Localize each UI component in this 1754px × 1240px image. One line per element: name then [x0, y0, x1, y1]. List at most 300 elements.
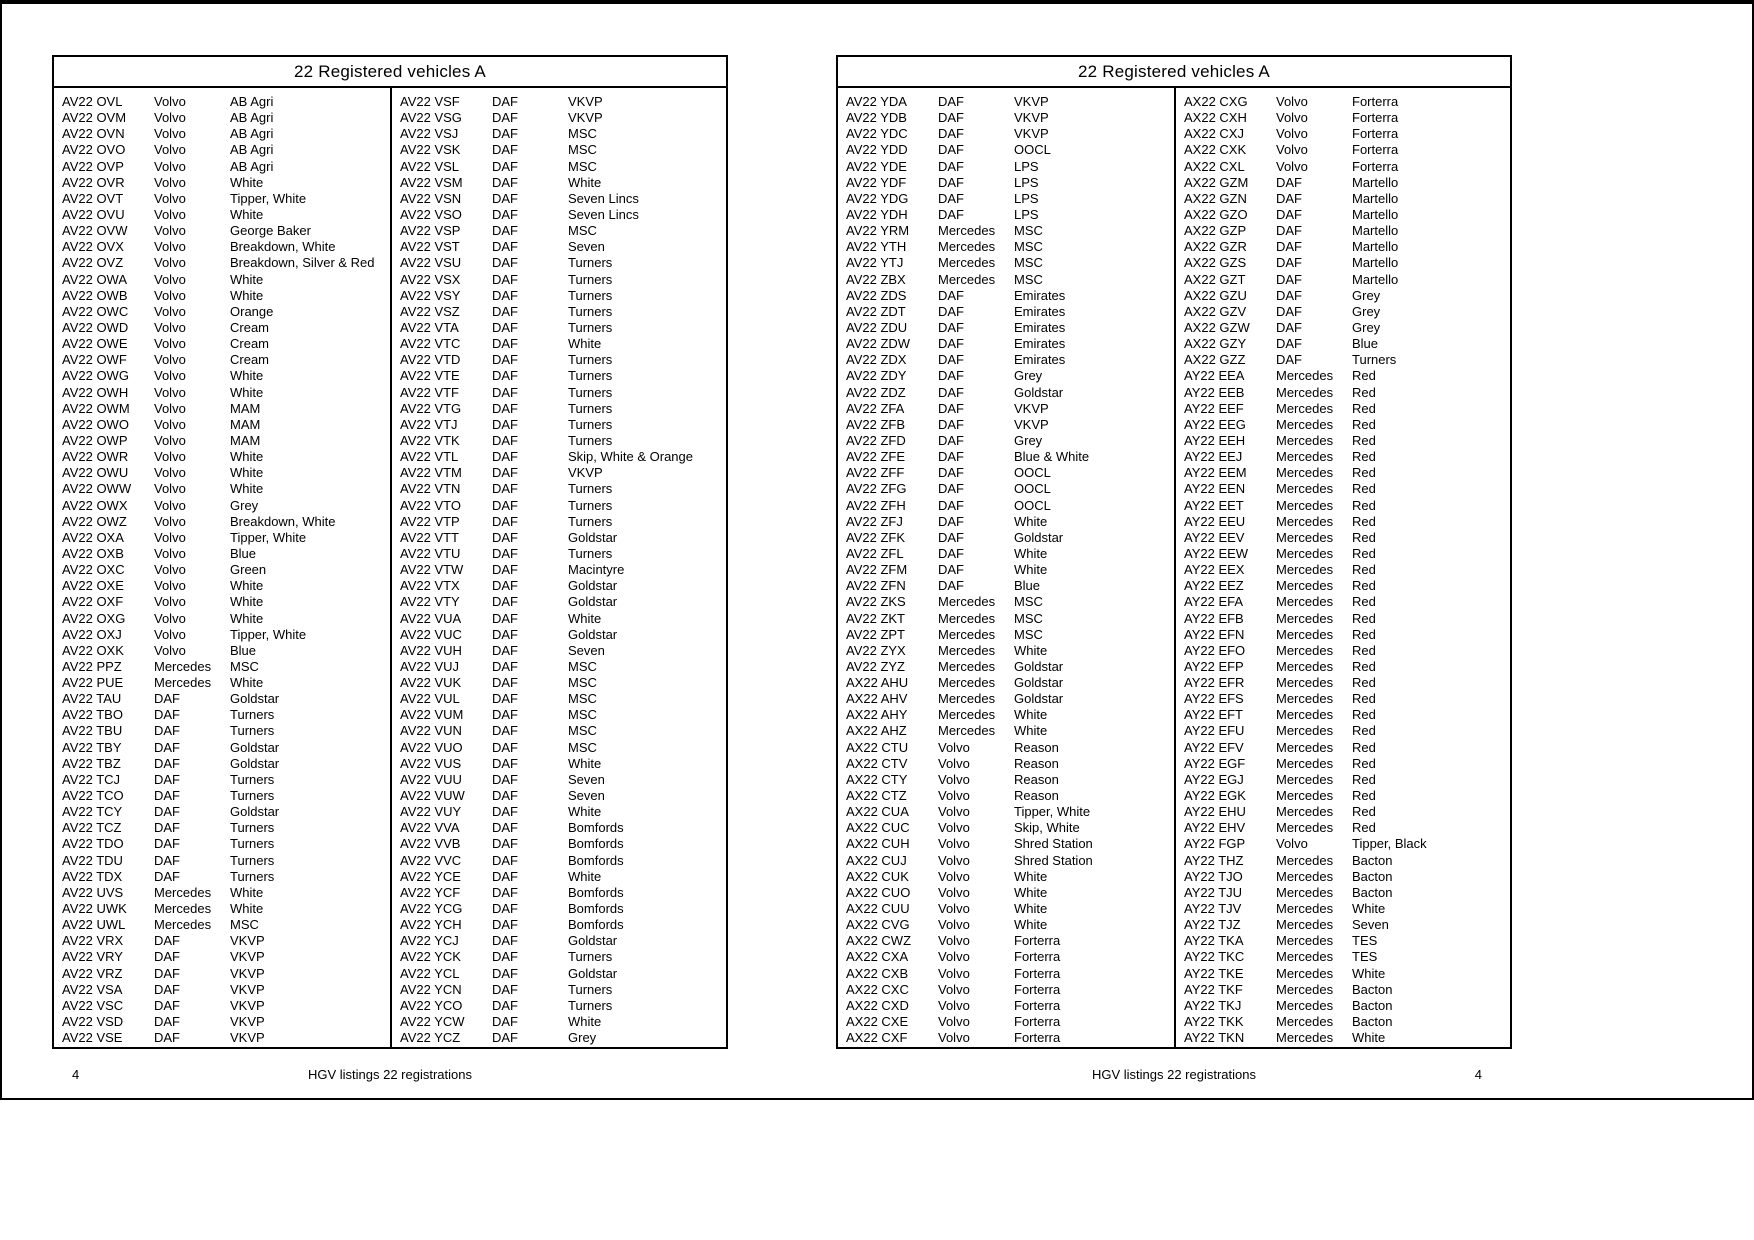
- table-row: [400, 707, 726, 723]
- registration-cell: AV22 ZPT: [846, 626, 906, 642]
- livery-cell: Tipper, White: [230, 626, 307, 642]
- livery-cell: VKVP: [568, 465, 603, 481]
- make-cell: Volvo: [154, 271, 186, 287]
- make-cell: Volvo: [1276, 110, 1308, 126]
- livery-cell: Red: [1352, 400, 1376, 416]
- livery-cell: Red: [1352, 658, 1376, 674]
- make-cell: DAF: [938, 578, 964, 594]
- livery-cell: White: [1352, 901, 1386, 917]
- livery-cell: Turners: [230, 852, 275, 868]
- registration-cell: AY22 EGJ: [1184, 771, 1244, 787]
- livery-cell: White: [1014, 562, 1048, 578]
- registration-cell: AX22 CTV: [846, 755, 908, 771]
- livery-cell: Turners: [568, 303, 613, 319]
- registration-cell: AV22 TAU: [62, 691, 122, 707]
- table-row: [400, 1014, 726, 1030]
- registration-cell: AV22 OWF: [62, 352, 127, 368]
- make-cell: DAF: [492, 723, 518, 739]
- registration-cell: AY22 TKN: [1184, 1030, 1245, 1046]
- livery-cell: VKVP: [1014, 126, 1049, 142]
- table-row: [62, 255, 390, 271]
- make-cell: Mercedes: [1276, 901, 1334, 917]
- make-cell: Volvo: [938, 820, 970, 836]
- table-row: [1184, 304, 1510, 320]
- table-row: [846, 966, 1174, 982]
- table-row: [62, 1014, 390, 1030]
- table-row: [62, 239, 390, 255]
- livery-cell: MSC: [568, 691, 597, 707]
- table-row: [846, 239, 1174, 255]
- table-row: [1184, 578, 1510, 594]
- registration-cell: AX22 AHZ: [846, 723, 907, 739]
- table-row: [62, 514, 390, 530]
- make-cell: Mercedes: [938, 239, 996, 255]
- registration-cell: AV22 OWU: [62, 465, 129, 481]
- livery-cell: TES: [1352, 933, 1378, 949]
- make-cell: Mercedes: [1276, 481, 1334, 497]
- table-row: [846, 917, 1174, 933]
- table-row: [846, 546, 1174, 562]
- table-row: [1184, 352, 1510, 368]
- registration-cell: AX22 AHV: [846, 691, 908, 707]
- make-cell: Volvo: [1276, 142, 1308, 158]
- livery-cell: LPS: [1014, 206, 1039, 222]
- registration-cell: AV22 VTU: [400, 545, 461, 561]
- table-row: [846, 869, 1174, 885]
- registration-cell: AV22 VTE: [400, 368, 460, 384]
- make-cell: DAF: [492, 545, 518, 561]
- registration-cell: AY22 FGP: [1184, 836, 1246, 852]
- make-cell: Mercedes: [1276, 707, 1334, 723]
- footer-doc-label: HGV listings 22 registrations: [1091, 1067, 1256, 1082]
- table-row: [400, 417, 726, 433]
- make-cell: DAF: [492, 739, 518, 755]
- livery-cell: MSC: [1014, 271, 1043, 287]
- livery-cell: LPS: [1014, 158, 1039, 174]
- registration-cell: AV22 VTM: [400, 465, 462, 481]
- make-cell: Volvo: [938, 868, 970, 884]
- make-cell: Mercedes: [1276, 578, 1334, 594]
- livery-cell: Seven: [568, 239, 605, 255]
- registration-cell: AX22 AHY: [846, 707, 908, 723]
- registration-cell: AV22 YCJ: [400, 933, 459, 949]
- make-cell: DAF: [1276, 303, 1302, 319]
- registration-cell: AY22 THZ: [1184, 852, 1244, 868]
- registration-cell: AV22 YCK: [400, 949, 461, 965]
- livery-cell: Red: [1352, 578, 1376, 594]
- make-cell: DAF: [938, 400, 964, 416]
- make-cell: Mercedes: [1276, 465, 1334, 481]
- registration-cell: AV22 VUH: [400, 642, 462, 658]
- table-row: [1184, 175, 1510, 191]
- livery-cell: Forterra: [1014, 965, 1061, 981]
- livery-cell: Forterra: [1352, 142, 1399, 158]
- make-cell: DAF: [492, 368, 518, 384]
- table-row: [400, 191, 726, 207]
- table-row: [1184, 869, 1510, 885]
- table-row: [1184, 546, 1510, 562]
- livery-cell: LPS: [1014, 174, 1039, 190]
- livery-cell: Turners: [568, 981, 613, 997]
- livery-cell: Cream: [230, 352, 270, 368]
- registration-cell: AX22 CXB: [846, 965, 909, 981]
- table-row: [400, 772, 726, 788]
- make-cell: Volvo: [154, 594, 186, 610]
- make-cell: DAF: [1276, 255, 1302, 271]
- table-row: [1184, 691, 1510, 707]
- registration-cell: AV22 OWR: [62, 449, 129, 465]
- registration-cell: AV22 VTN: [400, 481, 461, 497]
- table-row: [846, 578, 1174, 594]
- make-cell: Volvo: [154, 255, 186, 271]
- registration-cell: AV22 VUC: [400, 626, 462, 642]
- make-cell: DAF: [492, 206, 518, 222]
- registration-cell: AV22 VTG: [400, 400, 462, 416]
- table-row: [1184, 498, 1510, 514]
- registration-cell: AV22 ZFM: [846, 562, 908, 578]
- table-row: [846, 594, 1174, 610]
- livery-cell: Seven: [568, 788, 605, 804]
- livery-cell: White: [230, 271, 264, 287]
- registration-cell: AV22 ZFD: [846, 432, 906, 448]
- make-cell: Volvo: [154, 626, 186, 642]
- table-row: [400, 239, 726, 255]
- registration-cell: AX22 CXG: [1184, 94, 1248, 109]
- table-row: [62, 853, 390, 869]
- livery-cell: VKVP: [568, 94, 603, 109]
- make-cell: DAF: [492, 352, 518, 368]
- make-cell: Mercedes: [154, 917, 212, 933]
- table-row: [62, 982, 390, 998]
- registration-cell: AV22 VTX: [400, 578, 460, 594]
- livery-cell: Tipper, Black: [1352, 836, 1427, 852]
- table-row: [846, 449, 1174, 465]
- registration-cell: AV22 VTA: [400, 319, 459, 335]
- make-cell: Volvo: [154, 562, 186, 578]
- make-cell: DAF: [938, 449, 964, 465]
- livery-cell: Red: [1352, 545, 1376, 561]
- livery-cell: OOCL: [1014, 465, 1051, 481]
- livery-cell: Bacton: [1352, 981, 1393, 997]
- table-row: [62, 691, 390, 707]
- livery-cell: MSC: [568, 658, 597, 674]
- livery-cell: Blue: [1352, 336, 1379, 352]
- livery-cell: Seven: [568, 642, 605, 658]
- livery-cell: Blue: [230, 642, 257, 658]
- make-cell: Mercedes: [1276, 691, 1334, 707]
- livery-cell: VKVP: [230, 1014, 265, 1030]
- make-cell: Mercedes: [1276, 658, 1334, 674]
- page-title-box: [836, 55, 1512, 88]
- table-row: [846, 659, 1174, 675]
- livery-cell: White: [1014, 723, 1048, 739]
- make-cell: Mercedes: [938, 691, 996, 707]
- make-cell: Volvo: [938, 884, 970, 900]
- livery-cell: Martello: [1352, 174, 1399, 190]
- livery-cell: Bomfords: [568, 852, 624, 868]
- table-row: [1184, 772, 1510, 788]
- registration-cell: AV22 OVR: [62, 174, 125, 190]
- livery-cell: Turners: [230, 707, 275, 723]
- registration-cell: AV22 YRM: [846, 223, 910, 239]
- make-cell: Volvo: [154, 142, 186, 158]
- livery-cell: Turners: [568, 949, 613, 965]
- registration-cell: AV22 ZDZ: [846, 384, 906, 400]
- make-cell: Mercedes: [1276, 820, 1334, 836]
- make-cell: Mercedes: [938, 723, 996, 739]
- make-cell: DAF: [154, 771, 180, 787]
- registration-cell: AV22 OVX: [62, 239, 124, 255]
- registration-cell: AV22 VUK: [400, 675, 462, 691]
- registration-cell: AV22 TCO: [62, 788, 124, 804]
- registration-cell: AY22 EEB: [1184, 384, 1245, 400]
- livery-cell: Blue: [1014, 578, 1041, 594]
- livery-cell: Goldstar: [568, 594, 618, 610]
- registration-cell: AV22 OWC: [62, 303, 129, 319]
- page-title-box: [52, 55, 728, 88]
- registration-cell: AV22 ZYX: [846, 642, 906, 658]
- make-cell: Volvo: [154, 174, 186, 190]
- table-row: [62, 433, 390, 449]
- make-cell: Mercedes: [1276, 449, 1334, 465]
- registration-cell: AV22 VTL: [400, 449, 459, 465]
- registration-cell: AX22 CUK: [846, 868, 909, 884]
- registration-cell: AV22 YCF: [400, 884, 461, 900]
- livery-cell: Turners: [568, 416, 613, 432]
- table-row: [1184, 643, 1510, 659]
- livery-cell: White: [568, 804, 602, 820]
- livery-cell: MAM: [230, 400, 261, 416]
- livery-cell: Bacton: [1352, 852, 1393, 868]
- registration-cell: AV22 VTK: [400, 432, 460, 448]
- footer-doc-label: HGV listings 22 registrations: [307, 1067, 472, 1082]
- livery-cell: White: [230, 901, 264, 917]
- make-cell: Volvo: [154, 336, 186, 352]
- registration-cell: AY22 EEN: [1184, 481, 1246, 497]
- livery-cell: Turners: [568, 352, 613, 368]
- make-cell: DAF: [938, 545, 964, 561]
- registration-cell: AX22 AHU: [846, 675, 909, 691]
- livery-cell: MSC: [1014, 255, 1043, 271]
- table-row: [62, 578, 390, 594]
- make-cell: DAF: [492, 707, 518, 723]
- registration-cell: AX22 GZZ: [1184, 352, 1246, 368]
- registration-cell: AY22 TKE: [1184, 965, 1244, 981]
- registration-cell: AV22 ZDS: [846, 287, 907, 303]
- livery-cell: White: [230, 465, 264, 481]
- registration-cell: AX22 GZR: [1184, 239, 1247, 255]
- table-row: [62, 772, 390, 788]
- livery-cell: MSC: [568, 675, 597, 691]
- registration-cell: AV22 VSK: [400, 142, 461, 158]
- make-cell: Mercedes: [1276, 626, 1334, 642]
- registration-cell: AV22 VSJ: [400, 126, 459, 142]
- registration-cell: AY22 EEZ: [1184, 578, 1244, 594]
- make-cell: DAF: [154, 868, 180, 884]
- make-cell: DAF: [492, 400, 518, 416]
- table-row: [846, 433, 1174, 449]
- registration-cell: AV22 OXJ: [62, 626, 122, 642]
- registration-cell: AX22 CUU: [846, 901, 910, 917]
- make-cell: Mercedes: [1276, 384, 1334, 400]
- table-row: [62, 175, 390, 191]
- livery-cell: Bomfords: [568, 901, 624, 917]
- table-row: [400, 723, 726, 739]
- table-row: [846, 385, 1174, 401]
- livery-cell: Red: [1352, 707, 1376, 723]
- make-cell: DAF: [492, 190, 518, 206]
- make-cell: Mercedes: [1276, 965, 1334, 981]
- registration-cell: AV22 OVL: [62, 94, 123, 109]
- registration-cell: AV22 VTC: [400, 336, 461, 352]
- make-cell: Mercedes: [154, 675, 212, 691]
- registration-cell: AV22 YCO: [400, 997, 463, 1013]
- table-row: [400, 207, 726, 223]
- registration-cell: AX22 CVG: [846, 917, 910, 933]
- livery-cell: TES: [1352, 949, 1378, 965]
- make-cell: DAF: [492, 836, 518, 852]
- registration-cell: AV22 VSO: [400, 206, 462, 222]
- registration-cell: AY22 EGK: [1184, 788, 1246, 804]
- livery-cell: AB Agri: [230, 110, 274, 126]
- make-cell: DAF: [154, 933, 180, 949]
- make-cell: Volvo: [154, 190, 186, 206]
- livery-cell: MSC: [230, 917, 259, 933]
- livery-cell: Turners: [568, 255, 613, 271]
- registration-cell: AX22 CUO: [846, 884, 911, 900]
- table-row: [62, 869, 390, 885]
- make-cell: Mercedes: [1276, 416, 1334, 432]
- table-row: [1184, 481, 1510, 497]
- table-row: [846, 1030, 1174, 1046]
- registration-cell: AV22 YDG: [846, 190, 909, 206]
- registration-cell: AV22 VRZ: [62, 965, 123, 981]
- table-row: [62, 207, 390, 223]
- table-row: [62, 368, 390, 384]
- table-row: [846, 933, 1174, 949]
- table-row: [400, 594, 726, 610]
- make-cell: DAF: [938, 352, 964, 368]
- table-row: [1184, 417, 1510, 433]
- table-row: [400, 917, 726, 933]
- table-row: [62, 530, 390, 546]
- registration-cell: AV22 OXG: [62, 610, 126, 626]
- livery-cell: Blue: [230, 545, 257, 561]
- livery-cell: MSC: [1014, 610, 1043, 626]
- livery-cell: Red: [1352, 384, 1376, 400]
- livery-cell: White: [230, 287, 264, 303]
- livery-cell: Goldstar: [230, 739, 280, 755]
- registration-cell: AV22 OVM: [62, 110, 127, 126]
- livery-cell: Cream: [230, 336, 270, 352]
- registration-cell: AV22 UVS: [62, 884, 124, 900]
- registration-cell: AY22 EEA: [1184, 368, 1245, 384]
- livery-cell: MSC: [1014, 594, 1043, 610]
- table-row: [846, 191, 1174, 207]
- table-row: [400, 691, 726, 707]
- livery-cell: Grey: [1014, 368, 1043, 384]
- registration-cell: AV22 ZKS: [846, 594, 906, 610]
- make-cell: DAF: [154, 739, 180, 755]
- livery-cell: Emirates: [1014, 287, 1066, 303]
- registration-cell: AV22 OVW: [62, 223, 128, 239]
- livery-cell: Red: [1352, 562, 1376, 578]
- make-cell: DAF: [938, 94, 964, 109]
- table-row: [846, 514, 1174, 530]
- livery-cell: MAM: [230, 416, 261, 432]
- livery-cell: VKVP: [230, 1030, 265, 1046]
- livery-cell: White: [230, 481, 264, 497]
- registration-cell: AX22 CXF: [846, 1030, 908, 1046]
- registration-cell: AY22 TJV: [1184, 901, 1242, 917]
- table-row: [62, 756, 390, 772]
- make-cell: DAF: [1276, 319, 1302, 335]
- registration-cell: AV22 TBO: [62, 707, 123, 723]
- registration-cell: AV22 VVB: [400, 836, 461, 852]
- livery-cell: Red: [1352, 449, 1376, 465]
- table-row: [1184, 820, 1510, 836]
- table-row: [846, 853, 1174, 869]
- registration-cell: AY22 EEJ: [1184, 449, 1243, 465]
- make-cell: Mercedes: [154, 901, 212, 917]
- livery-cell: Red: [1352, 739, 1376, 755]
- table-row: [62, 191, 390, 207]
- table-row: [62, 643, 390, 659]
- livery-cell: Goldstar: [568, 933, 618, 949]
- livery-cell: Turners: [1352, 352, 1397, 368]
- table-column: [54, 88, 390, 1047]
- registration-cell: AV22 VTY: [400, 594, 460, 610]
- registration-cell: AY22 TKC: [1184, 949, 1245, 965]
- table-row: [846, 320, 1174, 336]
- registration-cell: AY22 EFB: [1184, 610, 1244, 626]
- make-cell: DAF: [938, 513, 964, 529]
- make-cell: DAF: [492, 788, 518, 804]
- table-row: [1184, 756, 1510, 772]
- table-row: [62, 627, 390, 643]
- livery-cell: Grey: [1352, 319, 1381, 335]
- make-cell: DAF: [938, 416, 964, 432]
- registration-cell: AV22 VTD: [400, 352, 461, 368]
- make-cell: DAF: [492, 981, 518, 997]
- registration-cell: AV22 TBZ: [62, 755, 121, 771]
- table-row: [1184, 885, 1510, 901]
- table-row: [62, 223, 390, 239]
- make-cell: DAF: [1276, 190, 1302, 206]
- table-column: [1174, 88, 1510, 1047]
- registration-cell: AV22 VVC: [400, 852, 462, 868]
- livery-cell: Turners: [568, 287, 613, 303]
- livery-cell: Goldstar: [568, 529, 618, 545]
- livery-cell: Forterra: [1014, 1030, 1061, 1046]
- table-row: [400, 659, 726, 675]
- registration-cell: AV22 ZFF: [846, 465, 905, 481]
- table-row: [400, 368, 726, 384]
- livery-cell: Goldstar: [1014, 384, 1064, 400]
- livery-cell: Turners: [568, 368, 613, 384]
- livery-cell: White: [568, 868, 602, 884]
- table-row: [62, 304, 390, 320]
- registration-cell: AV22 VSU: [400, 255, 462, 271]
- table-row: [1184, 385, 1510, 401]
- registration-cell: AV22 ZKT: [846, 610, 906, 626]
- make-cell: Mercedes: [1276, 949, 1334, 965]
- registration-cell: AX22 CTZ: [846, 788, 907, 804]
- livery-cell: AB Agri: [230, 158, 274, 174]
- make-cell: Volvo: [154, 384, 186, 400]
- make-cell: DAF: [492, 449, 518, 465]
- registration-cell: AV22 OXE: [62, 578, 124, 594]
